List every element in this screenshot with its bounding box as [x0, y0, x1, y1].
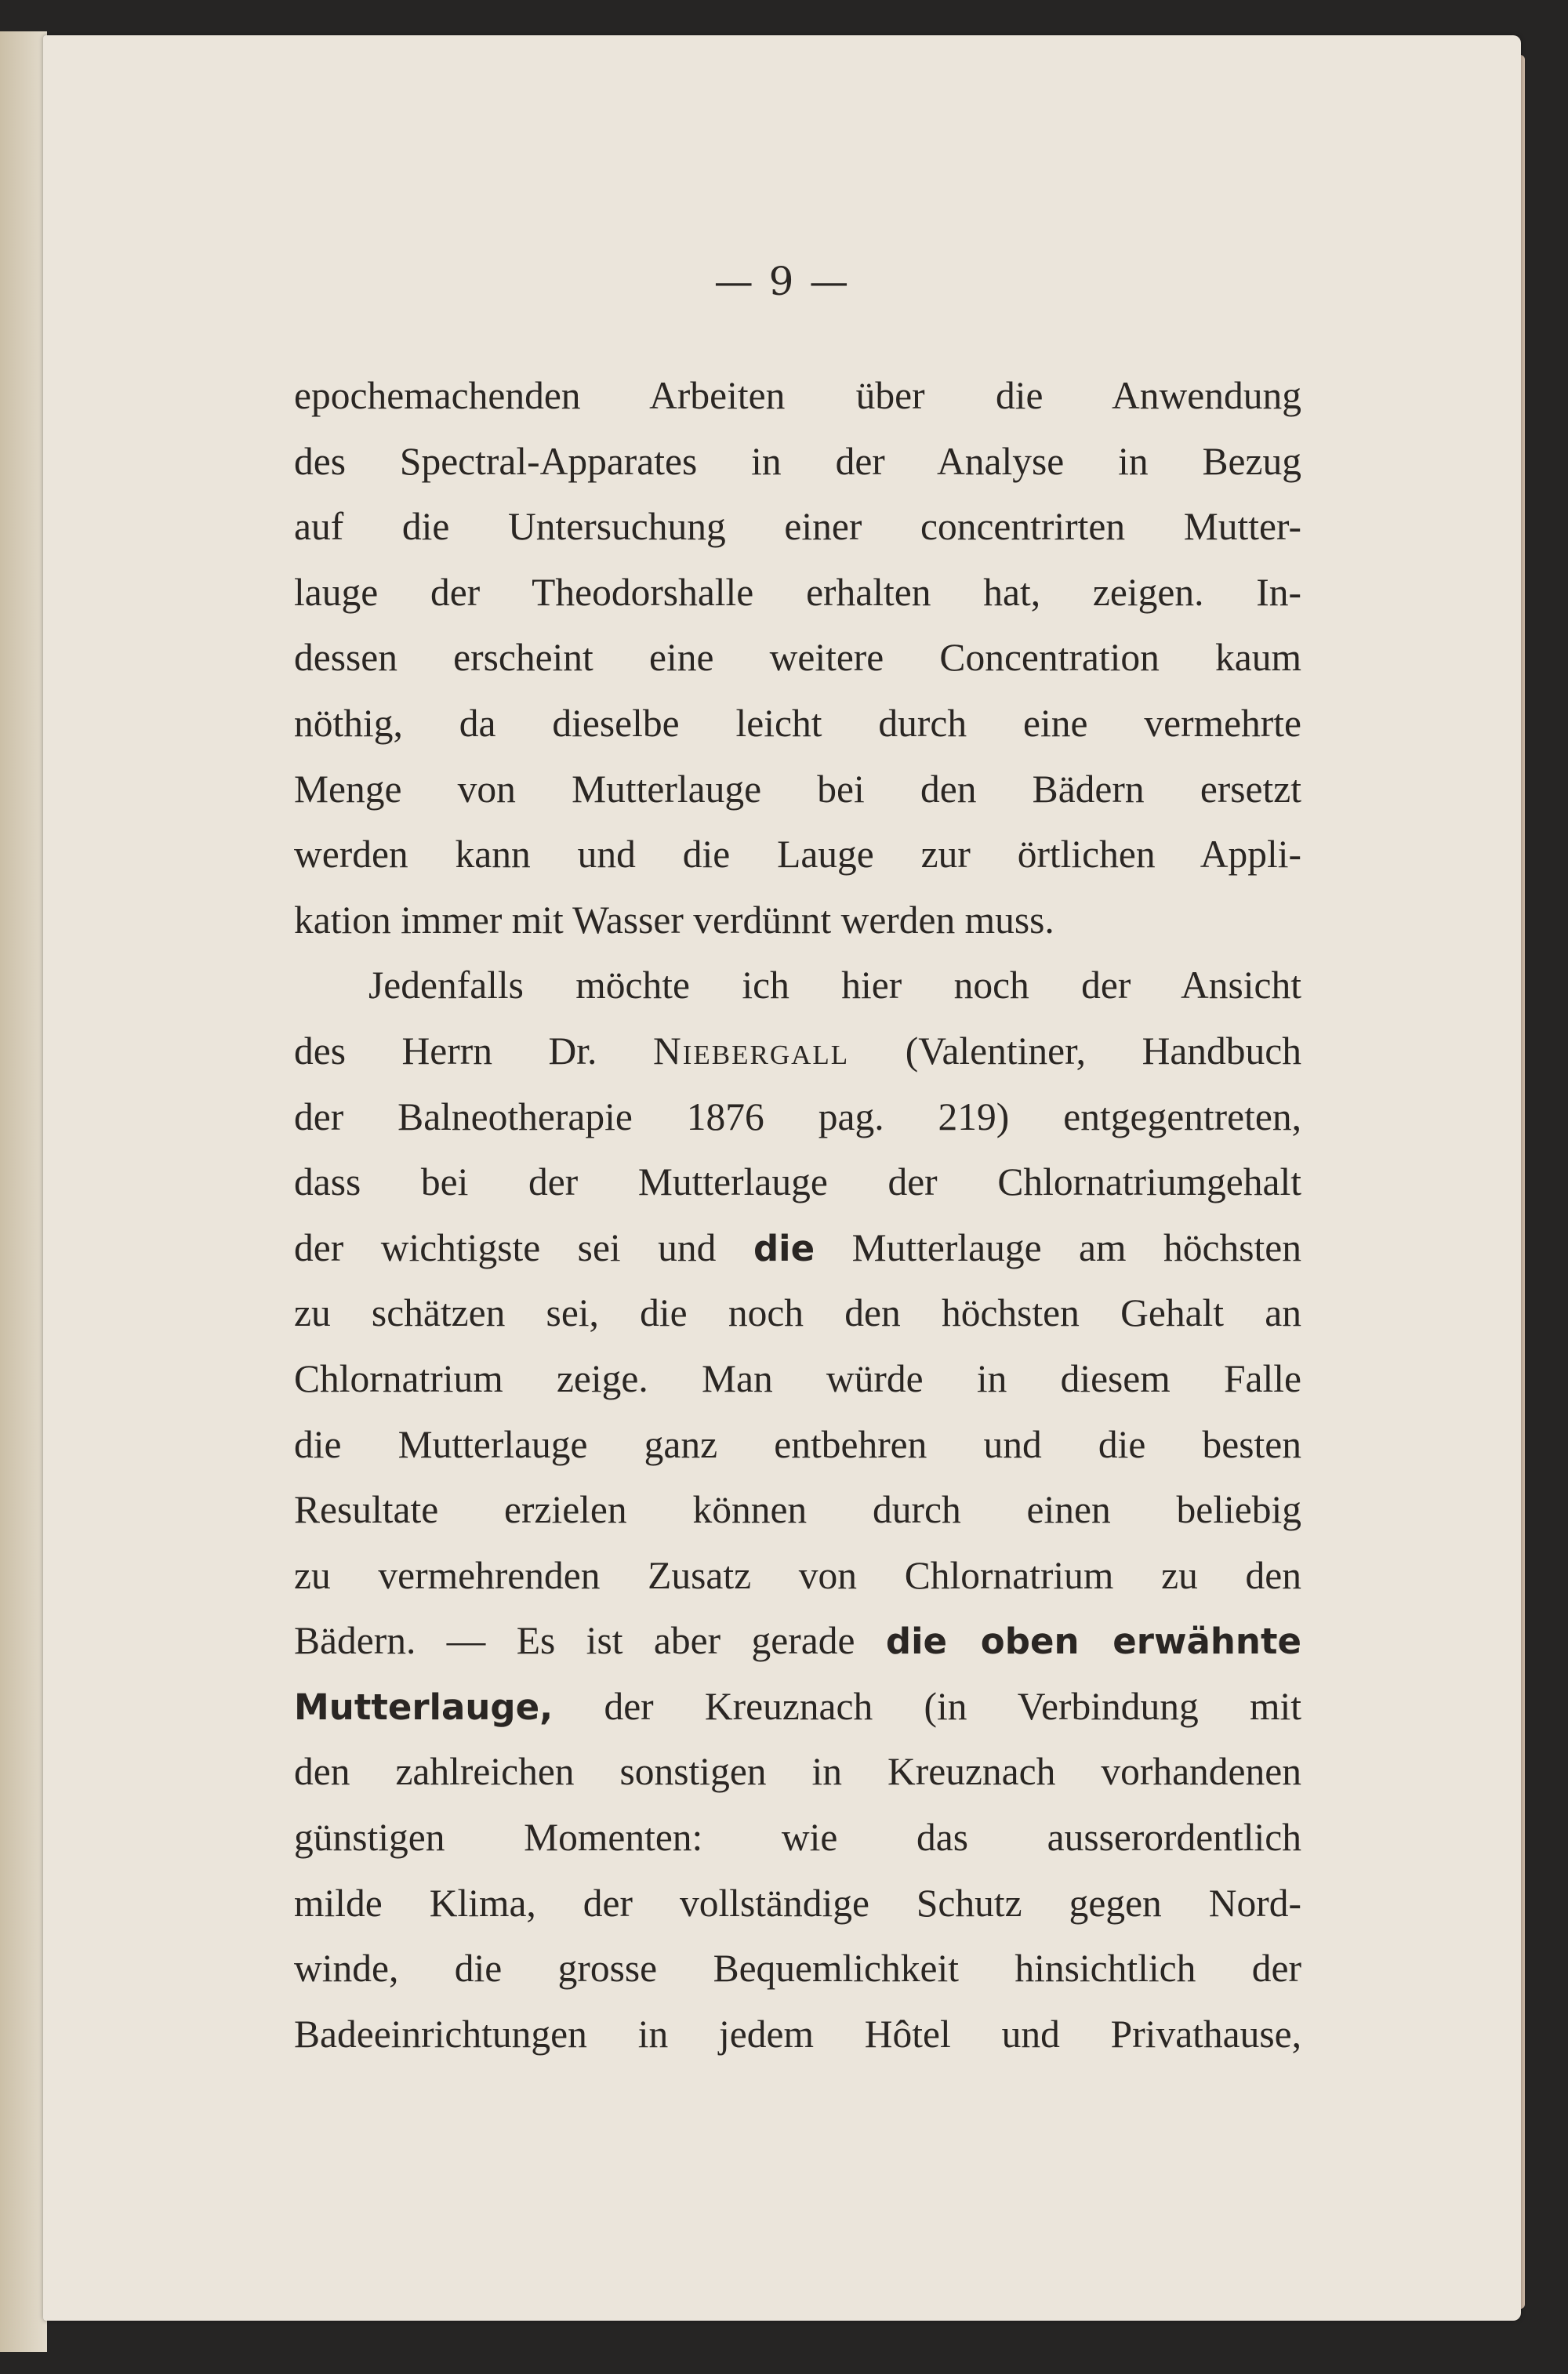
text-line: des Spectral-Apparates in der Analyse in Bezug [294, 439, 1301, 483]
author-name: Niebergall [652, 1029, 850, 1073]
text-line: auf die Untersuchung einer concentrirten Mutter- [294, 505, 1301, 549]
text-line: Resultate erzielen können durch einen beliebig [294, 1488, 1301, 1532]
text-line: die Mutterlauge ganz entbehren und die besten [294, 1422, 1301, 1466]
text-line: zu schätzen sei, die noch den höchsten Gehalt an [294, 1291, 1301, 1335]
text-line: der Balneotherapie 1876 pag. 219) entgegentreten, [294, 1094, 1301, 1138]
text-line: günstigen Momenten: wie das ausserordentlich [294, 1816, 1301, 1860]
page-number: — 9 — [713, 259, 851, 304]
text-segment: (Valentiner, Handbuch [849, 1029, 1302, 1073]
text-line: epochemachenden Arbeiten über die Anwendung [294, 374, 1301, 417]
text-line: Badeeinrichtungen in jedem Hôtel und Privathause, [294, 2012, 1301, 2056]
body-text [294, 363, 1301, 2067]
text-line: Menge von Mutterlauge bei den Bädern ersetzt [294, 767, 1301, 811]
text-line [294, 1674, 1301, 1740]
text-line: dessen erscheint eine weitere Concentration kaum [294, 636, 1301, 680]
text-line: lauge der Theodorshalle erhalten hat, zeigen. In- [294, 570, 1301, 614]
text-segment: des Herrn Dr. [294, 1029, 653, 1073]
text-segment: der Kreuznach (in Verbindung mit [553, 1684, 1301, 1728]
text-line [294, 1018, 1301, 1084]
text-line: den zahlreichen sonstigen in Kreuznach vorhandenen [294, 1750, 1301, 1794]
text-line: kation immer mit Wasser verdünnt werden muss. [294, 898, 1054, 942]
text-line: werden kann und die Lauge zur örtlichen Appli- [294, 833, 1301, 877]
text-line: Chlornatrium zeige. Man würde in diesem Falle [294, 1356, 1301, 1400]
text-line: winde, die grosse Bequemlichkeit hinsichtlich der [294, 1947, 1301, 1991]
emphasized-text: die [753, 1227, 815, 1269]
text-line [294, 1608, 1301, 1674]
book-page [43, 35, 1521, 2321]
text-segment: der wichtigste sei und [294, 1225, 753, 1269]
emphasized-text: Mutterlauge, [294, 1686, 554, 1728]
text-line: milde Klima, der vollständige Schutz gegen Nord- [294, 1881, 1301, 1925]
left-page-edge [0, 31, 47, 2352]
emphasized-text: die oben erwähnte [885, 1621, 1301, 1663]
text-segment: Bädern. — Es ist aber gerade [294, 1619, 886, 1663]
text-line: zu vermehrenden Zusatz von Chlornatrium zu den [294, 1553, 1301, 1597]
text-line [294, 1215, 1301, 1281]
text-line: dass bei der Mutterlauge der Chlornatriumgehalt [294, 1160, 1301, 1204]
paragraph-start-line: Jedenfalls möchte ich hier noch der Ansicht [368, 964, 1301, 1007]
text-line: nöthig, da dieselbe leicht durch eine vermehrte [294, 701, 1301, 745]
text-segment: Mutterlauge am höchsten [815, 1225, 1301, 1269]
